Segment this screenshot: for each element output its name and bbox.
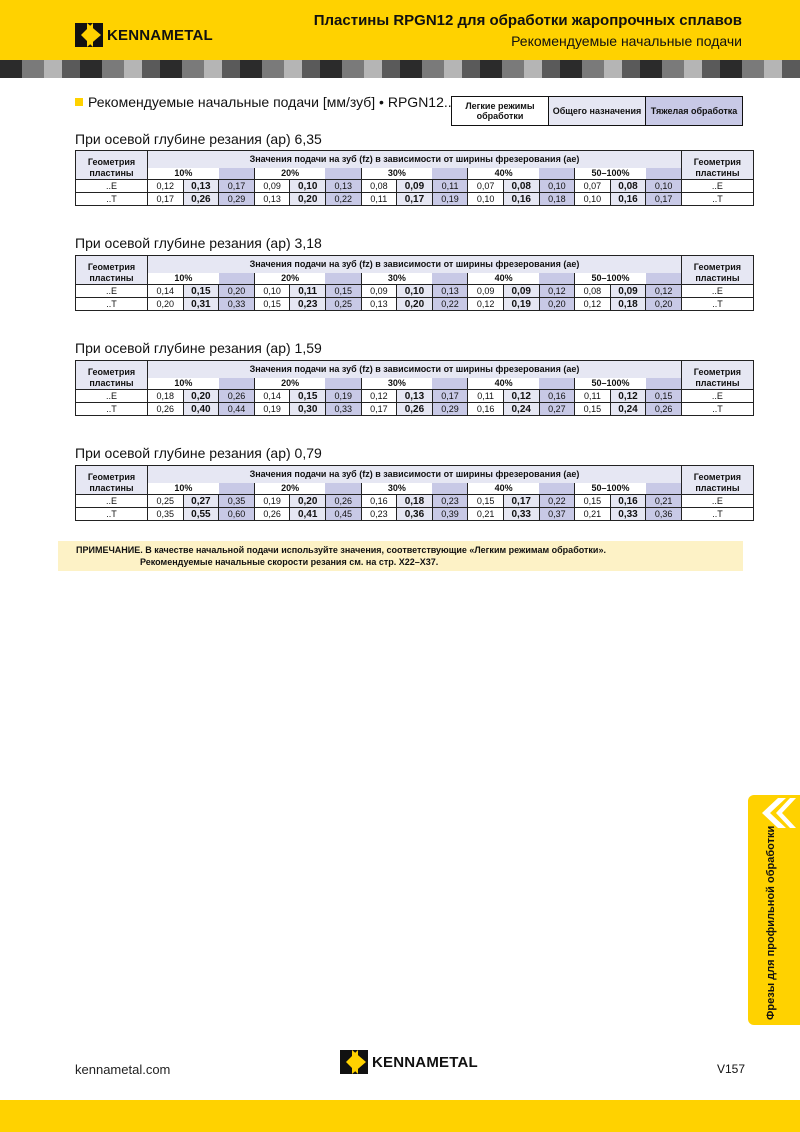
width-label: 40% (468, 273, 539, 285)
feed-cell-heavy: 0,16 (539, 390, 575, 403)
heavy-header-cell (539, 168, 575, 180)
feed-cell-heavy: 0,15 (325, 285, 361, 298)
feed-cell-gen: 0,33 (610, 508, 646, 521)
table-header-row (76, 256, 754, 273)
geometry-cell: ..T (681, 193, 753, 206)
heavy-header-cell (432, 378, 468, 390)
table-row (76, 390, 754, 403)
feed-cell-gen: 0,41 (290, 508, 326, 521)
heavy-header-cell (646, 483, 682, 495)
feed-cell-gen: 0,26 (183, 193, 219, 206)
feed-cell-heavy: 0,60 (219, 508, 255, 521)
feed-cell-light: 0,09 (468, 285, 504, 298)
feed-cell-gen: 0,18 (397, 495, 433, 508)
width-label: 20% (254, 168, 325, 180)
feed-cell-gen: 0,24 (503, 403, 539, 416)
width-header-row (76, 483, 754, 495)
width-label: 20% (254, 378, 325, 390)
feed-cell-gen: 0,09 (503, 285, 539, 298)
feed-cell-heavy: 0,26 (325, 495, 361, 508)
feed-cell-heavy: 0,10 (646, 180, 682, 193)
feed-cell-light: 0,08 (361, 180, 397, 193)
feed-cell-gen: 0,36 (397, 508, 433, 521)
width-label: 10% (148, 273, 219, 285)
chevron-left-icon (756, 798, 796, 828)
feed-cell-gen: 0,08 (610, 180, 646, 193)
feed-cell-light: 0,19 (254, 495, 290, 508)
feed-cell-heavy: 0,20 (539, 298, 575, 311)
heavy-header-cell (219, 168, 255, 180)
feed-cell-light: 0,07 (575, 180, 611, 193)
feed-cell-light: 0,12 (361, 390, 397, 403)
feed-cell-heavy: 0,33 (325, 403, 361, 416)
table-row (76, 193, 754, 206)
feed-cell-gen: 0,33 (503, 508, 539, 521)
feed-cell-gen: 0,17 (503, 495, 539, 508)
heavy-header-cell (325, 273, 361, 285)
heavy-header-cell (325, 378, 361, 390)
table-header-row (76, 361, 754, 378)
geometry-cell: ..E (681, 180, 753, 193)
width-header-row (76, 273, 754, 285)
feed-cell-heavy: 0,10 (539, 180, 575, 193)
heavy-header-cell (325, 483, 361, 495)
feed-cell-heavy: 0,19 (432, 193, 468, 206)
width-header-row (76, 378, 754, 390)
note-line-1: ПРИМЕЧАНИЕ. В качестве начальной подачи используйте значения, соответствующие «Легким режимам обработки». (76, 545, 606, 555)
geometry-header: Геометрия пластины (681, 466, 753, 495)
header-stripe (0, 60, 800, 78)
feed-cell-gen: 0,40 (183, 403, 219, 416)
feed-cell-light: 0,14 (254, 390, 290, 403)
heavy-header-cell (325, 168, 361, 180)
feed-cell-heavy: 0,26 (646, 403, 682, 416)
values-header: Значения подачи на зуб (fz) в зависимости от ширины фрезерования (ae) (148, 466, 682, 483)
feed-cell-heavy: 0,20 (219, 285, 255, 298)
feed-cell-light: 0,15 (254, 298, 290, 311)
feed-cell-heavy: 0,36 (646, 508, 682, 521)
feed-cell-light: 0,13 (361, 298, 397, 311)
geometry-cell: ..E (76, 285, 148, 298)
feed-cell-light: 0,07 (468, 180, 504, 193)
feed-cell-light: 0,17 (148, 193, 184, 206)
width-label: 30% (361, 483, 432, 495)
footer-brand: KENNAMETAL (372, 1053, 478, 1071)
width-label: 30% (361, 273, 432, 285)
geometry-cell: ..E (76, 495, 148, 508)
width-label: 50–100% (575, 483, 646, 495)
geometry-header: Геометрия пластины (681, 151, 753, 180)
feed-cell-light: 0,20 (148, 298, 184, 311)
table-row (76, 180, 754, 193)
heavy-header-cell (646, 168, 682, 180)
geometry-cell: ..E (681, 390, 753, 403)
geometry-header: Геометрия пластины (681, 361, 753, 390)
geometry-header: Геометрия пластины (76, 151, 148, 180)
geometry-cell: ..T (681, 403, 753, 416)
feed-table (75, 360, 754, 416)
heavy-header-cell (219, 378, 255, 390)
feed-cell-heavy: 0,19 (325, 390, 361, 403)
feed-cell-light: 0,12 (575, 298, 611, 311)
table-row (76, 298, 754, 311)
heavy-header-cell (539, 273, 575, 285)
geometry-header: Геометрия пластины (76, 466, 148, 495)
geometry-cell: ..T (76, 193, 148, 206)
width-label: 20% (254, 483, 325, 495)
geometry-cell: ..E (76, 180, 148, 193)
width-label: 10% (148, 378, 219, 390)
feed-cell-gen: 0,10 (397, 285, 433, 298)
feed-cell-heavy: 0,15 (646, 390, 682, 403)
feed-cell-light: 0,10 (254, 285, 290, 298)
geometry-cell: ..E (681, 495, 753, 508)
geometry-cell: ..T (681, 298, 753, 311)
feed-table (75, 150, 754, 206)
feed-cell-light: 0,08 (575, 285, 611, 298)
feed-cell-light: 0,19 (254, 403, 290, 416)
width-label: 50–100% (575, 168, 646, 180)
feed-cell-light: 0,15 (575, 495, 611, 508)
feed-cell-light: 0,13 (254, 193, 290, 206)
values-header: Значения подачи на зуб (fz) в зависимости от ширины фрезерования (ae) (148, 151, 682, 168)
feed-cell-heavy: 0,13 (432, 285, 468, 298)
feed-cell-heavy: 0,22 (539, 495, 575, 508)
geometry-header: Геометрия пластины (76, 256, 148, 285)
section-title: При осевой глубине резания (ap) 3,18 (75, 235, 322, 251)
feed-cell-light: 0,25 (148, 495, 184, 508)
feed-table (75, 255, 754, 311)
width-label: 40% (468, 168, 539, 180)
geometry-header: Геометрия пластины (76, 361, 148, 390)
feed-cell-heavy: 0,17 (219, 180, 255, 193)
width-label: 30% (361, 168, 432, 180)
geometry-cell: ..E (76, 390, 148, 403)
feed-cell-light: 0,18 (148, 390, 184, 403)
feed-cell-gen: 0,13 (183, 180, 219, 193)
values-header: Значения подачи на зуб (fz) в зависимости от ширины фрезерования (ae) (148, 256, 682, 273)
geometry-cell: ..E (681, 285, 753, 298)
main-heading-text: Рекомендуемые начальные подачи [мм/зуб] • RPGN12.. (88, 94, 452, 110)
feed-cell-light: 0,09 (254, 180, 290, 193)
feed-cell-gen: 0,23 (290, 298, 326, 311)
feed-cell-heavy: 0,20 (646, 298, 682, 311)
kennametal-logo-icon (340, 1050, 368, 1074)
feed-cell-gen: 0,20 (183, 390, 219, 403)
section-title: При осевой глубине резания (ap) 1,59 (75, 340, 322, 356)
feed-cell-heavy: 0,11 (432, 180, 468, 193)
feed-cell-gen: 0,12 (610, 390, 646, 403)
feed-cell-gen: 0,16 (610, 495, 646, 508)
main-heading (75, 94, 452, 110)
feed-cell-gen: 0,16 (503, 193, 539, 206)
page-title: Пластины RPGN12 для обработки жаропрочных сплавов (313, 12, 742, 29)
feed-cell-light: 0,11 (468, 390, 504, 403)
feed-cell-heavy: 0,22 (432, 298, 468, 311)
table-row (76, 495, 754, 508)
feed-cell-light: 0,23 (361, 508, 397, 521)
feed-cell-heavy: 0,21 (646, 495, 682, 508)
feed-cell-heavy: 0,12 (539, 285, 575, 298)
table-row (76, 285, 754, 298)
feed-cell-heavy: 0,18 (539, 193, 575, 206)
feed-cell-heavy: 0,23 (432, 495, 468, 508)
width-header-row (76, 168, 754, 180)
footer-band (0, 1100, 800, 1132)
legend (451, 96, 743, 126)
feed-cell-gen: 0,24 (610, 403, 646, 416)
feed-cell-gen: 0,55 (183, 508, 219, 521)
feed-cell-gen: 0,27 (183, 495, 219, 508)
width-label: 20% (254, 273, 325, 285)
width-label: 50–100% (575, 273, 646, 285)
feed-cell-gen: 0,13 (397, 390, 433, 403)
heavy-header-cell (646, 273, 682, 285)
geometry-cell: ..T (76, 508, 148, 521)
side-tab-label: Фрезы для профильной обработки (765, 825, 777, 1020)
table-header-row (76, 151, 754, 168)
feed-cell-light: 0,26 (254, 508, 290, 521)
feed-cell-heavy: 0,22 (325, 193, 361, 206)
feed-cell-gen: 0,18 (610, 298, 646, 311)
note-box (58, 541, 743, 571)
feed-cell-heavy: 0,37 (539, 508, 575, 521)
section-title: При осевой глубине резания (ap) 6,35 (75, 131, 322, 147)
feed-cell-gen: 0,09 (610, 285, 646, 298)
page-subtitle: Рекомендуемые начальные подачи (511, 33, 742, 49)
feed-cell-heavy: 0,17 (646, 193, 682, 206)
heavy-header-cell (539, 378, 575, 390)
geometry-cell: ..T (76, 403, 148, 416)
feed-cell-gen: 0,15 (183, 285, 219, 298)
heavy-header-cell (432, 483, 468, 495)
feed-table (75, 465, 754, 521)
footer-logo (340, 1050, 478, 1074)
feed-cell-gen: 0,20 (290, 495, 326, 508)
feed-cell-heavy: 0,29 (432, 403, 468, 416)
heavy-header-cell (432, 168, 468, 180)
feed-cell-heavy: 0,25 (325, 298, 361, 311)
feed-cell-heavy: 0,29 (219, 193, 255, 206)
feed-cell-light: 0,35 (148, 508, 184, 521)
feed-cell-light: 0,17 (361, 403, 397, 416)
feed-cell-gen: 0,26 (397, 403, 433, 416)
page-number: V157 (717, 1062, 746, 1076)
heavy-header-cell (432, 273, 468, 285)
feed-cell-light: 0,16 (361, 495, 397, 508)
feed-cell-light: 0,11 (575, 390, 611, 403)
feed-cell-heavy: 0,13 (325, 180, 361, 193)
feed-cell-light: 0,09 (361, 285, 397, 298)
feed-cell-heavy: 0,33 (219, 298, 255, 311)
width-label: 50–100% (575, 378, 646, 390)
table-row (76, 403, 754, 416)
header-title-block (314, 12, 742, 49)
feed-cell-gen: 0,31 (183, 298, 219, 311)
section-title: При осевой глубине резания (ap) 0,79 (75, 445, 322, 461)
feed-cell-light: 0,15 (468, 495, 504, 508)
feed-cell-gen: 0,30 (290, 403, 326, 416)
heavy-header-cell (219, 273, 255, 285)
legend-light: Легкие режимы обработки (452, 97, 548, 125)
feed-cell-light: 0,16 (468, 403, 504, 416)
note-line-2: Рекомендуемые начальные скорости резания см. на стр. X22–X37. (140, 557, 439, 568)
feed-cell-light: 0,12 (148, 180, 184, 193)
heavy-header-cell (219, 483, 255, 495)
heavy-header-cell (646, 378, 682, 390)
feed-cell-gen: 0,10 (290, 180, 326, 193)
feed-cell-light: 0,21 (468, 508, 504, 521)
geometry-header: Геометрия пластины (681, 256, 753, 285)
feed-cell-light: 0,26 (148, 403, 184, 416)
heavy-header-cell (539, 483, 575, 495)
feed-cell-heavy: 0,35 (219, 495, 255, 508)
values-header: Значения подачи на зуб (fz) в зависимости от ширины фрезерования (ae) (148, 361, 682, 378)
feed-cell-light: 0,14 (148, 285, 184, 298)
width-label: 30% (361, 378, 432, 390)
footer-url[interactable]: kennametal.com (75, 1062, 171, 1077)
legend-heavy: Тяжелая обработка (645, 97, 742, 125)
feed-cell-light: 0,12 (468, 298, 504, 311)
geometry-cell: ..T (681, 508, 753, 521)
feed-cell-gen: 0,17 (397, 193, 433, 206)
table-header-row (76, 466, 754, 483)
feed-cell-gen: 0,11 (290, 285, 326, 298)
feed-cell-light: 0,21 (575, 508, 611, 521)
feed-cell-heavy: 0,26 (219, 390, 255, 403)
feed-cell-heavy: 0,12 (646, 285, 682, 298)
feed-cell-light: 0,15 (575, 403, 611, 416)
table-row (76, 508, 754, 521)
feed-cell-gen: 0,12 (503, 390, 539, 403)
feed-cell-gen: 0,20 (290, 193, 326, 206)
feed-cell-gen: 0,15 (290, 390, 326, 403)
feed-cell-gen: 0,19 (503, 298, 539, 311)
width-label: 40% (468, 378, 539, 390)
feed-cell-gen: 0,08 (503, 180, 539, 193)
feed-cell-gen: 0,20 (397, 298, 433, 311)
width-label: 10% (148, 483, 219, 495)
kennametal-logo-icon (75, 23, 103, 47)
header-logo (75, 23, 213, 47)
legend-general: Общего назначения (548, 97, 645, 125)
feed-cell-light: 0,10 (468, 193, 504, 206)
feed-cell-heavy: 0,17 (432, 390, 468, 403)
header-brand: KENNAMETAL (107, 26, 213, 44)
width-label: 10% (148, 168, 219, 180)
feed-cell-light: 0,11 (361, 193, 397, 206)
geometry-cell: ..T (76, 298, 148, 311)
feed-cell-heavy: 0,27 (539, 403, 575, 416)
square-bullet-icon (75, 98, 83, 106)
width-label: 40% (468, 483, 539, 495)
feed-cell-heavy: 0,45 (325, 508, 361, 521)
feed-cell-gen: 0,09 (397, 180, 433, 193)
feed-cell-gen: 0,16 (610, 193, 646, 206)
feed-cell-heavy: 0,39 (432, 508, 468, 521)
feed-cell-light: 0,10 (575, 193, 611, 206)
feed-cell-heavy: 0,44 (219, 403, 255, 416)
